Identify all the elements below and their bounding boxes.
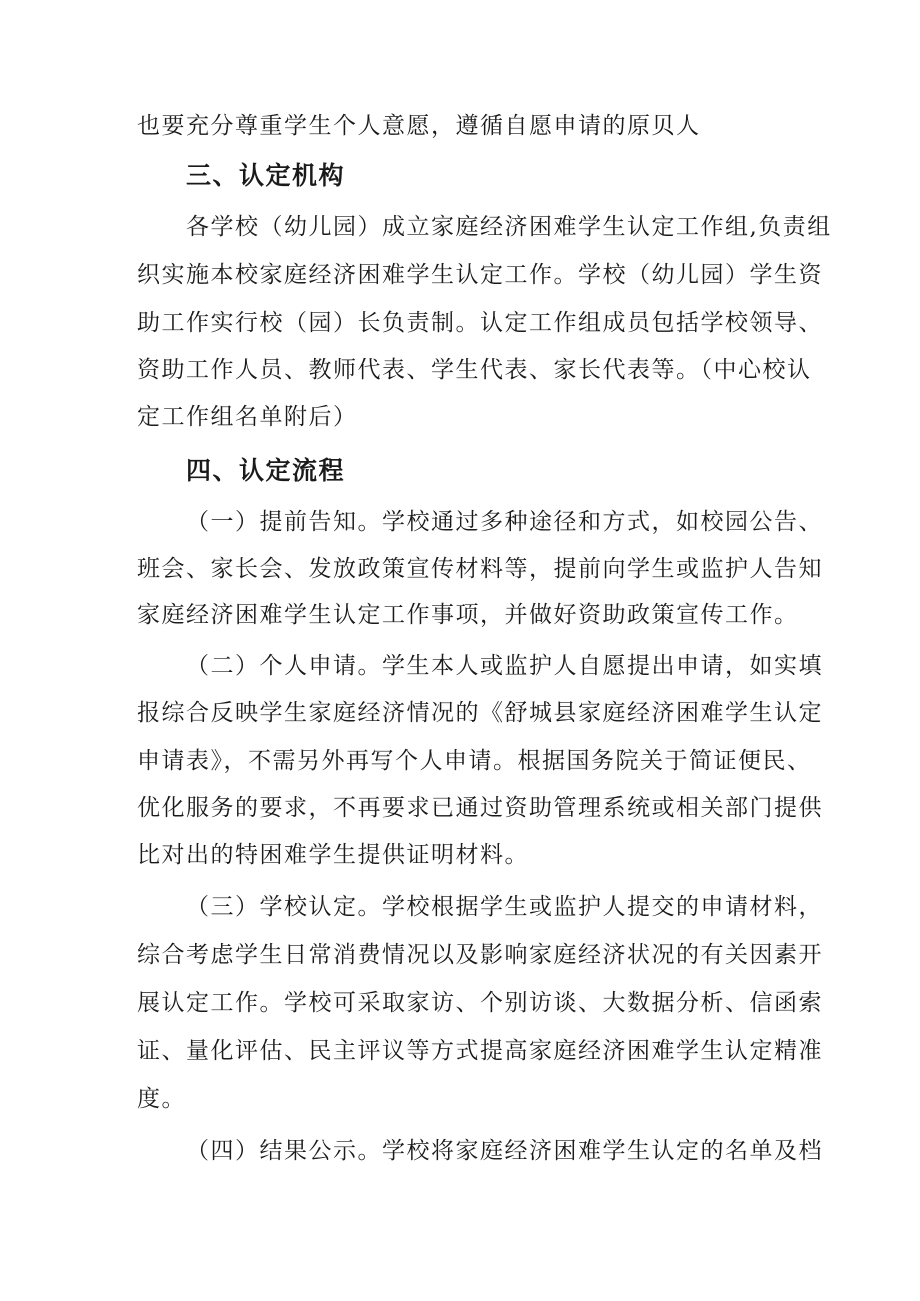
section3-line-2: 织实施本校家庭经济困难学生认定工作。学校（幼儿园）学生资: [137, 262, 823, 288]
step2-line-3: 申请表》，不需另外再写个人申请。根据国务院关于简证便民、: [137, 748, 812, 774]
step4-line-1: （四）结果公示。学校将家庭经济困难学生认定的名单及档: [186, 1138, 823, 1164]
step3-line-4: 证、量化评估、民主评议等方式提高家庭经济困难学生认定精准: [137, 1038, 823, 1064]
step2-line-4: 优化服务的要求，不再要求已通过资助管理系统或相关部门提供: [137, 795, 823, 821]
step1-line-2: 班会、家长会、发放政策宣传材料等，提前向学生或监护人告知: [137, 556, 823, 582]
section3-line-4: 资助工作人员、教师代表、学生代表、家长代表等。（中心校认: [137, 357, 812, 383]
section3-heading: 三、认定机构: [186, 161, 346, 190]
step2-line-1: （二）个人申请。学生本人或监护人自愿提出申请，如实填: [186, 653, 823, 679]
section4-heading: 四、认定流程: [186, 456, 346, 485]
step3-line-1: （三）学校认定。学校根据学生或监护人提交的申请材料，: [186, 894, 823, 920]
step2-line-2: 报综合反映学生家庭经济情况的《舒城县家庭经济困难学生认定: [137, 700, 823, 726]
step3-line-5: 度。: [137, 1086, 186, 1112]
section3-line-5: 定工作组名单附后）: [137, 404, 358, 430]
section3-line-1: 各学校（幼儿园）成立家庭经济困难学生认定工作组,负责组: [186, 214, 832, 240]
step1-line-3: 家庭经济困难学生认定工作事项，并做好资助政策宣传工作。: [137, 602, 799, 628]
step3-line-3: 展认定工作。学校可采取家访、个别访谈、大数据分析、信函索: [137, 990, 823, 1016]
step1-line-1: （一）提前告知。学校通过多种途径和方式，如校园公告、: [186, 509, 823, 535]
step3-line-2: 综合考虑学生日常消费情况以及影响家庭经济状况的有关因素开: [137, 942, 823, 968]
step2-line-5: 比对出的特困难学生提供证明材料。: [137, 842, 529, 868]
intro-line: 也要充分尊重学生个人意愿，遵循自愿申请的原贝人: [137, 113, 701, 139]
section3-line-3: 助工作实行校（园）长负责制。认定工作组成员包括学校领导、: [137, 310, 823, 336]
